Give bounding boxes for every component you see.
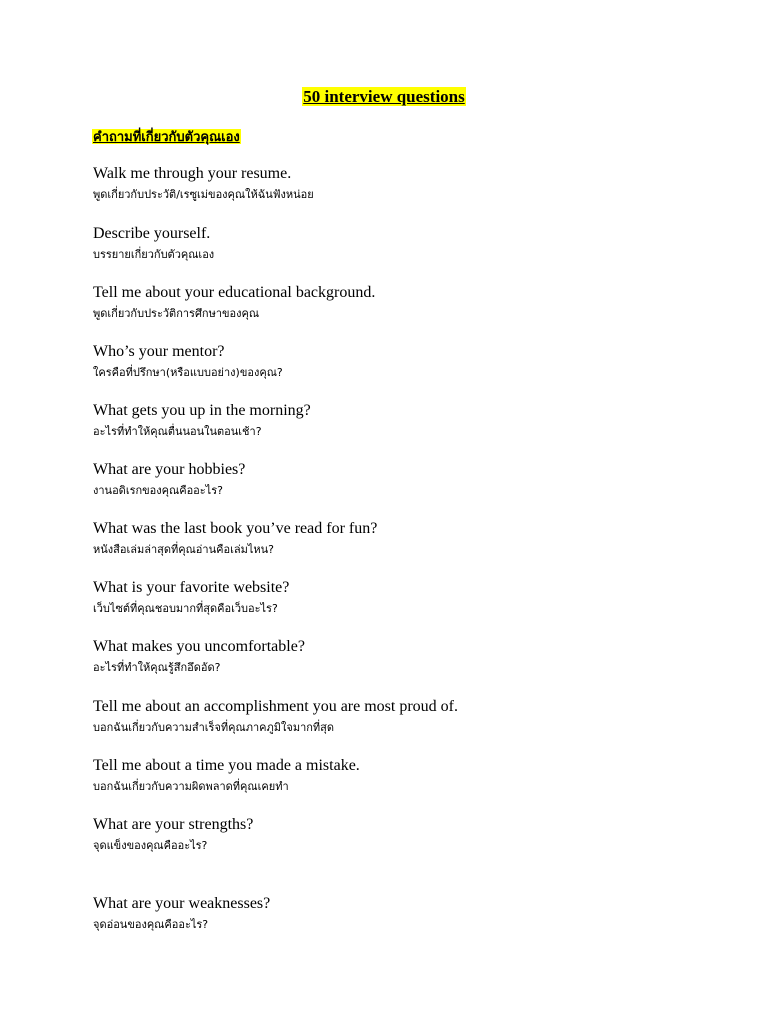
question-item <box>93 164 314 204</box>
question-english: Tell me about your educational background. <box>93 284 376 301</box>
question-thai: ใครคือที่ปรึกษา(หรือแบบอย่าง)ของคุณ? <box>93 366 283 379</box>
question-thai: อะไรที่ทำให้คุณรู้สึกอึดอัด? <box>93 661 221 674</box>
question-english: Walk me through your resume. <box>93 165 292 182</box>
question-english: Tell me about an accomplishment you are most proud of. <box>93 698 459 715</box>
question-thai: พูดเกี่ยวกับประวัติการศึกษาของคุณ <box>93 307 260 320</box>
question-item <box>93 342 283 382</box>
question-english: What was the last book you’ve read for fun? <box>93 520 378 537</box>
question-english: What makes you uncomfortable? <box>93 638 305 655</box>
question-english: What gets you up in the morning? <box>93 402 311 419</box>
question-thai: พูดเกี่ยวกับประวัติ/เรซูเม่ของคุณให้ฉันฟังหน่อย <box>93 188 314 201</box>
section-heading-text: คำถามที่เกี่ยวกับตัวคุณเอง <box>93 129 240 144</box>
document-title-text: 50 interview questions <box>303 87 465 106</box>
question-item <box>93 401 311 441</box>
section-heading <box>92 128 241 146</box>
question-item <box>93 637 305 677</box>
question-item <box>93 894 270 934</box>
question-thai: หนังสือเล่มล่าสุดที่คุณอ่านคือเล่มไหน? <box>93 543 274 556</box>
question-english: Tell me about a time you made a mistake. <box>93 757 360 774</box>
question-item <box>93 756 360 796</box>
question-item <box>93 460 245 500</box>
question-item <box>93 224 214 264</box>
question-thai: เว็บไซต์ที่คุณชอบมากที่สุดคือเว็บอะไร? <box>93 602 278 615</box>
question-english: What are your hobbies? <box>93 461 246 478</box>
question-thai: บอกฉันเกี่ยวกับความสำเร็จที่คุณภาคภูมิใจมากที่สุด <box>93 721 335 734</box>
question-english: What is your favorite website? <box>93 579 290 596</box>
question-item <box>93 519 377 559</box>
question-item <box>93 815 253 855</box>
question-english: What are your weaknesses? <box>93 895 271 912</box>
question-thai: งานอดิเรกของคุณคืออะไร? <box>93 484 223 497</box>
question-thai: จุดแข็งของคุณคืออะไร? <box>93 839 208 852</box>
question-english: What are your strengths? <box>93 816 254 833</box>
question-item <box>93 697 458 737</box>
document-title <box>0 86 768 108</box>
question-item <box>93 283 375 323</box>
question-english: Describe yourself. <box>93 225 211 242</box>
question-item <box>93 578 289 618</box>
question-english: Who’s your mentor? <box>93 343 225 360</box>
question-thai: อะไรที่ทำให้คุณตื่นนอนในตอนเช้า? <box>93 425 262 438</box>
question-thai: จุดอ่อนของคุณคืออะไร? <box>93 918 209 931</box>
question-thai: บอกฉันเกี่ยวกับความผิดพลาดที่คุณเคยทำ <box>93 780 289 793</box>
question-thai: บรรยายเกี่ยวกับตัวคุณเอง <box>93 248 215 261</box>
